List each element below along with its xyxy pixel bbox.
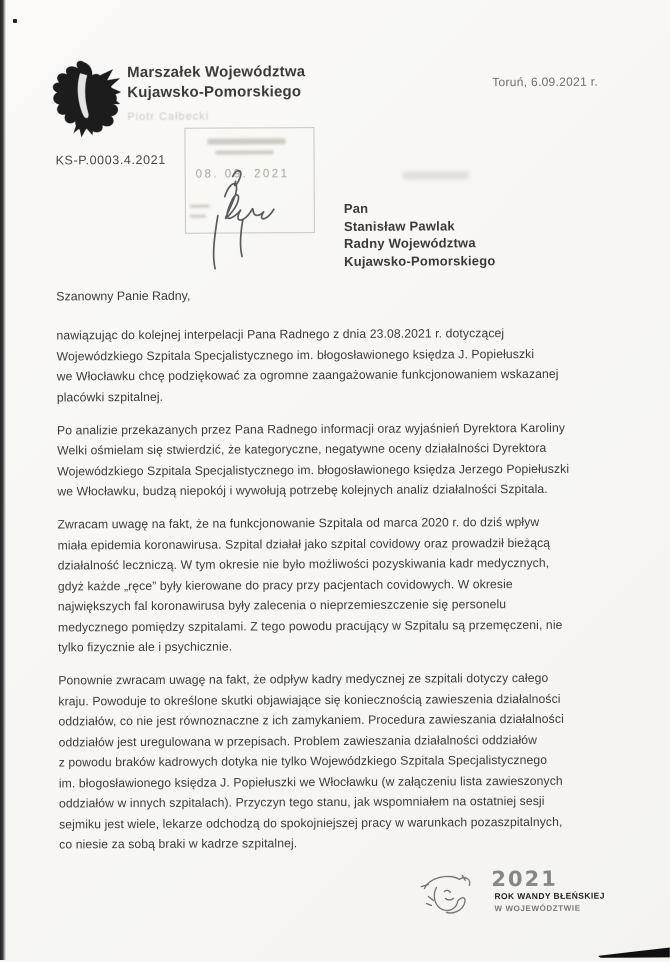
sender-block xyxy=(127,62,305,127)
recipient-line: Radny Województwa xyxy=(343,235,476,251)
letter-paragraph-line: oddziałów, co nie jest równoznaczne z ich zamykaniem. Procedura zawieszania działalności xyxy=(58,711,564,729)
sender-name-faint: Piotr Całbecki xyxy=(127,110,210,124)
letter-paragraph-line: co niesie za sobą braki w kadrze szpitalnej. xyxy=(59,836,298,852)
letter-paragraph-line: sejmiku jest wiele, lekarze odchodzą do spokojniejszej pracy w warunkach pozaszpitalnych, xyxy=(59,814,563,831)
scan-shadow-left-edge xyxy=(0,0,6,960)
letter-paragraph-line: we Włocławku chcę podziękować za ogromne zaangażowanie funkcjonowaniem wskazanej xyxy=(56,366,559,384)
footer-campaign-line2: W WOJEWÓDZTWIE xyxy=(494,903,581,914)
letter-paragraph-line: Ponownie zwracam uwagę na fakt, że odpływ kadry medycznej ze szpitali dotyczy całego xyxy=(58,670,549,688)
letter-paragraph-line: Zwracam uwagę na fakt, że na funkcjonowanie Szpitala od marca 2020 r. do dziś wpływ xyxy=(57,514,540,532)
recipient-line: Pan xyxy=(343,200,369,216)
letter-paragraph-line: oddziałów jest uregulowana w przepisach. Problem zawieszania działalności oddziałów xyxy=(58,732,538,749)
letter-paragraph xyxy=(56,322,636,407)
letter-paragraph-line: Po analizie przekazanych przez Pana Radnego informacji oraz wyjaśnień Dyrektora Karoliny xyxy=(56,420,566,437)
wanda-blenska-portrait-icon xyxy=(418,872,476,921)
scan-speck xyxy=(13,19,17,23)
scan-smudge xyxy=(403,171,469,179)
recipient-line: Stanisław Pawlak xyxy=(343,217,455,234)
recipient-block xyxy=(344,199,496,270)
reference-number: KS-P.0003.4.2021 xyxy=(55,152,166,168)
letter-paragraph-line: Welki ośmielam się stwierdzić, że kategoryczne, negatywne oceny działalności Dyrektora xyxy=(57,440,547,458)
voivodeship-eagle-icon xyxy=(50,57,122,148)
signature-scribble-icon xyxy=(189,162,312,286)
stamp-illegible-text xyxy=(216,150,274,154)
place-and-date: Toruń, 6.09.2021 r. xyxy=(492,74,598,90)
letter-paragraph-line: Wojewódzkiego Szpitala Specjalistycznego im. błogosławionego księdza J. Popiełuszki xyxy=(56,346,535,363)
sender-title-line2: Kujawsko-Pomorskiego xyxy=(127,83,302,102)
sender-title-line1: Marszałek Województwa xyxy=(127,63,306,82)
letter-paragraph-line: z powodu braków kadrowych dotyka nie tylko Wojewódzkiego Szpitala Specjalistycznego xyxy=(58,752,548,770)
letter-paragraph-line: placówki szpitalnej. xyxy=(56,389,164,404)
salutation: Szanowny Panie Radny, xyxy=(56,288,191,304)
footer-campaign-line1: ROK WANDY BŁEŃSKIEJ xyxy=(494,890,605,902)
letter-paragraph xyxy=(57,417,637,502)
letter-paragraph-line: nawiązując do kolejnej interpelacji Pana Radnego z dnia 23.08.2021 r. dotyczącej xyxy=(56,326,505,343)
letter-paragraph-line: oddziałów w innych szpitalach). Przyczyn tego stanu, jak wspomniałem na ostatniej sesji xyxy=(58,793,545,811)
letter-body xyxy=(56,322,639,867)
letter-paragraph xyxy=(58,667,639,855)
footer-year: 2021 xyxy=(491,866,558,892)
stamp-illegible-text xyxy=(207,138,285,144)
letter-paragraph-line: działalność leczniczą. W tym okresie nie było możliwości pozyskiwania kadr medycznych, xyxy=(57,555,550,573)
letter-paragraph-line: kraju. Powoduje to określone skutki objawiające się koniecznością zawieszenia działalności xyxy=(58,691,561,708)
letter-paragraph-line: im. błogosławionego księdza J. Popiełuszki we Włocławku (w załączeniu lista zawieszonych xyxy=(58,773,563,790)
recipient-line: Kujawsko-Pomorskiego xyxy=(344,252,496,269)
stamp-date: 08. 09. 2021 xyxy=(195,168,290,181)
letter-paragraph-line: tylko fizycznie ale i psychicznie. xyxy=(58,639,233,655)
letter-paragraph xyxy=(57,511,638,658)
letter-paragraph-line: największych fal koronawirusa były zalecenia o nieprzemieszczenie się personelu xyxy=(57,597,507,614)
letter-paragraph-line: medycznego pomiędzy szpitalami. Z tego powodu pracujący w Szpitalu są przemęczeni, nie xyxy=(57,617,563,634)
letter-paragraph-line: we Włocławku, budzą niepokój i wywołują potrzebę kolejnych analiz działalności Szpitala. xyxy=(57,481,548,499)
letter-paragraph-line: gdyż każde „ręce” były kierowane do pracy przy pacjentach covidowych. W okresie xyxy=(57,576,513,593)
scan-speck xyxy=(56,86,58,88)
letter-paragraph-line: miała epidemia koronawirusa. Szpital działał jako szpital covidowy oraz prowadził bieżącą xyxy=(57,535,551,552)
letter-paragraph-line: Wojewódzkiego Szpitala Specjalistycznego im. błogosławionego księdza Jerzego Popiełuszki xyxy=(57,461,570,478)
